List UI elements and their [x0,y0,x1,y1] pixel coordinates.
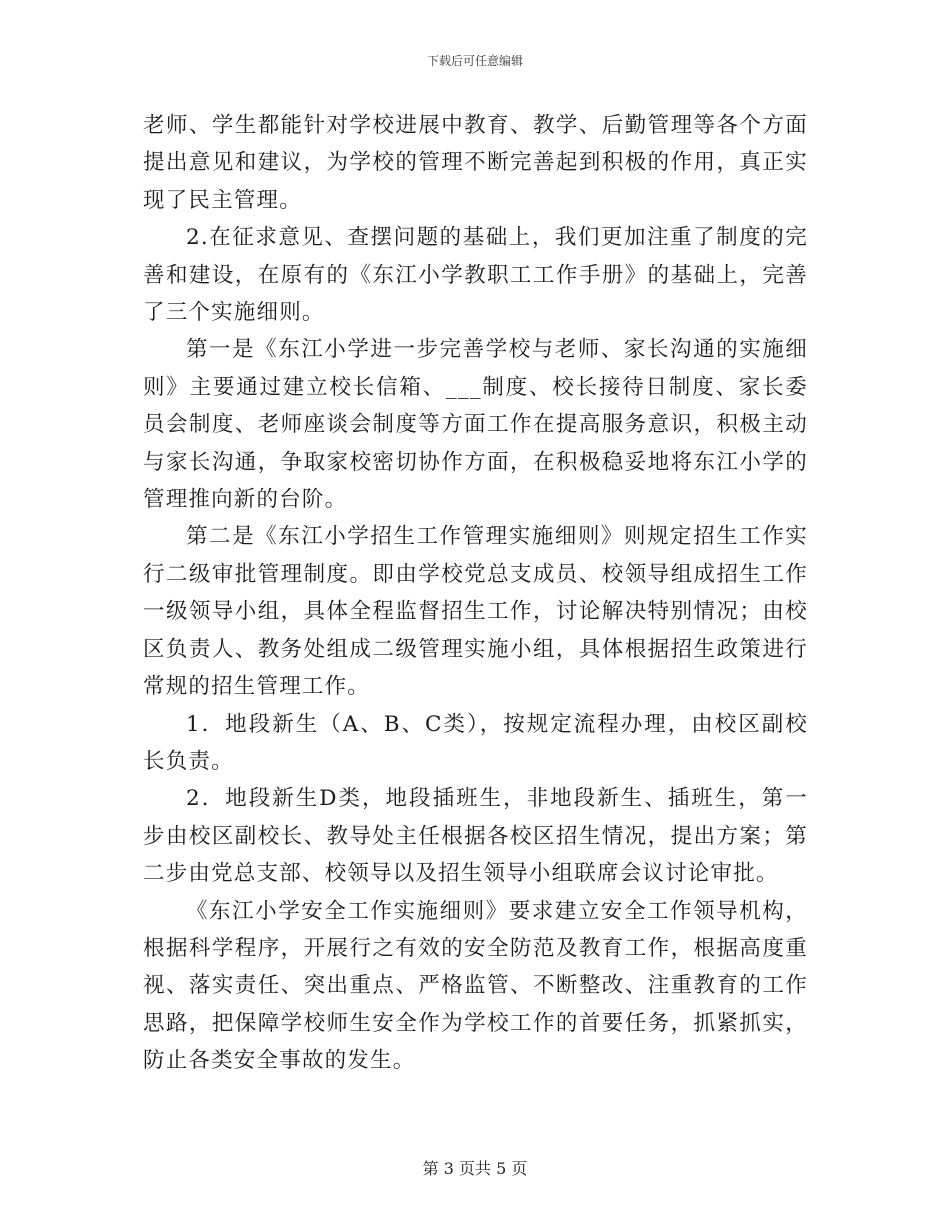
paragraph: 老师、学生都能针对学校进展中教育、教学、后勤管理等各个方面提出意见和建议，为学校的管理不断完善起到积极的作用，真正实现了民主管理。 [143,113,808,213]
paragraph: 2.在征求意见、查摆问题的基础上，我们更加注重了制度的完善和建设，在原有的《东江小学教职工工作手册》的基础上，完善了三个实施细则。 [143,225,808,326]
paragraph: 《东江小学安全工作实施细则》要求建立安全工作领导机构，根据科学程序，开展行之有效的安全防范及教育工作，根据高度重视、落实责任、突出重点、严格监管、不断整改、注重教育的工作思路，把保障学校师生安全作为学校工作的首要任务，抓紧抓实，防止各类安全事故的发生。 [143,898,808,1074]
paragraph: 第一是《东江小学进一步完善学校与老师、家长沟通的实施细则》主要通过建立校长信箱、___制度、校长接待日制度、家长委员会制度、老师座谈会制度等方面工作在提高服务意识，积极主动与家长沟通，争取家校密切协作方面，在积极稳妥地将东江小学的管理推向新的台阶。 [143,337,808,513]
document-body [143,107,808,1080]
page-number: 第 3 页共 5 页 [422,1159,528,1178]
paragraph: 2．地段新生D类，地段插班生，非地段新生、插班生，第一步由校区副校长、教导处主任根据各校区招生情况，提出方案；第二步由党总支部、校领导以及招生领导小组联席会议讨论审批。 [143,786,808,887]
page-header: 下载后可任意编辑 [426,54,523,68]
paragraph: 第二是《东江小学招生工作管理实施细则》则规定招生工作实行二级审批管理制度。即由学校党总支成员、校领导组成招生工作一级领导小组，具体全程监督招生工作，讨论解决特别情况；由校区负责人、教务处组成二级管理实施小组，具体根据招生政策进行常规的招生管理工作。 [143,524,808,700]
paragraph: 1．地段新生（A、B、C类），按规定流程办理，由校区副校长负责。 [143,711,808,774]
